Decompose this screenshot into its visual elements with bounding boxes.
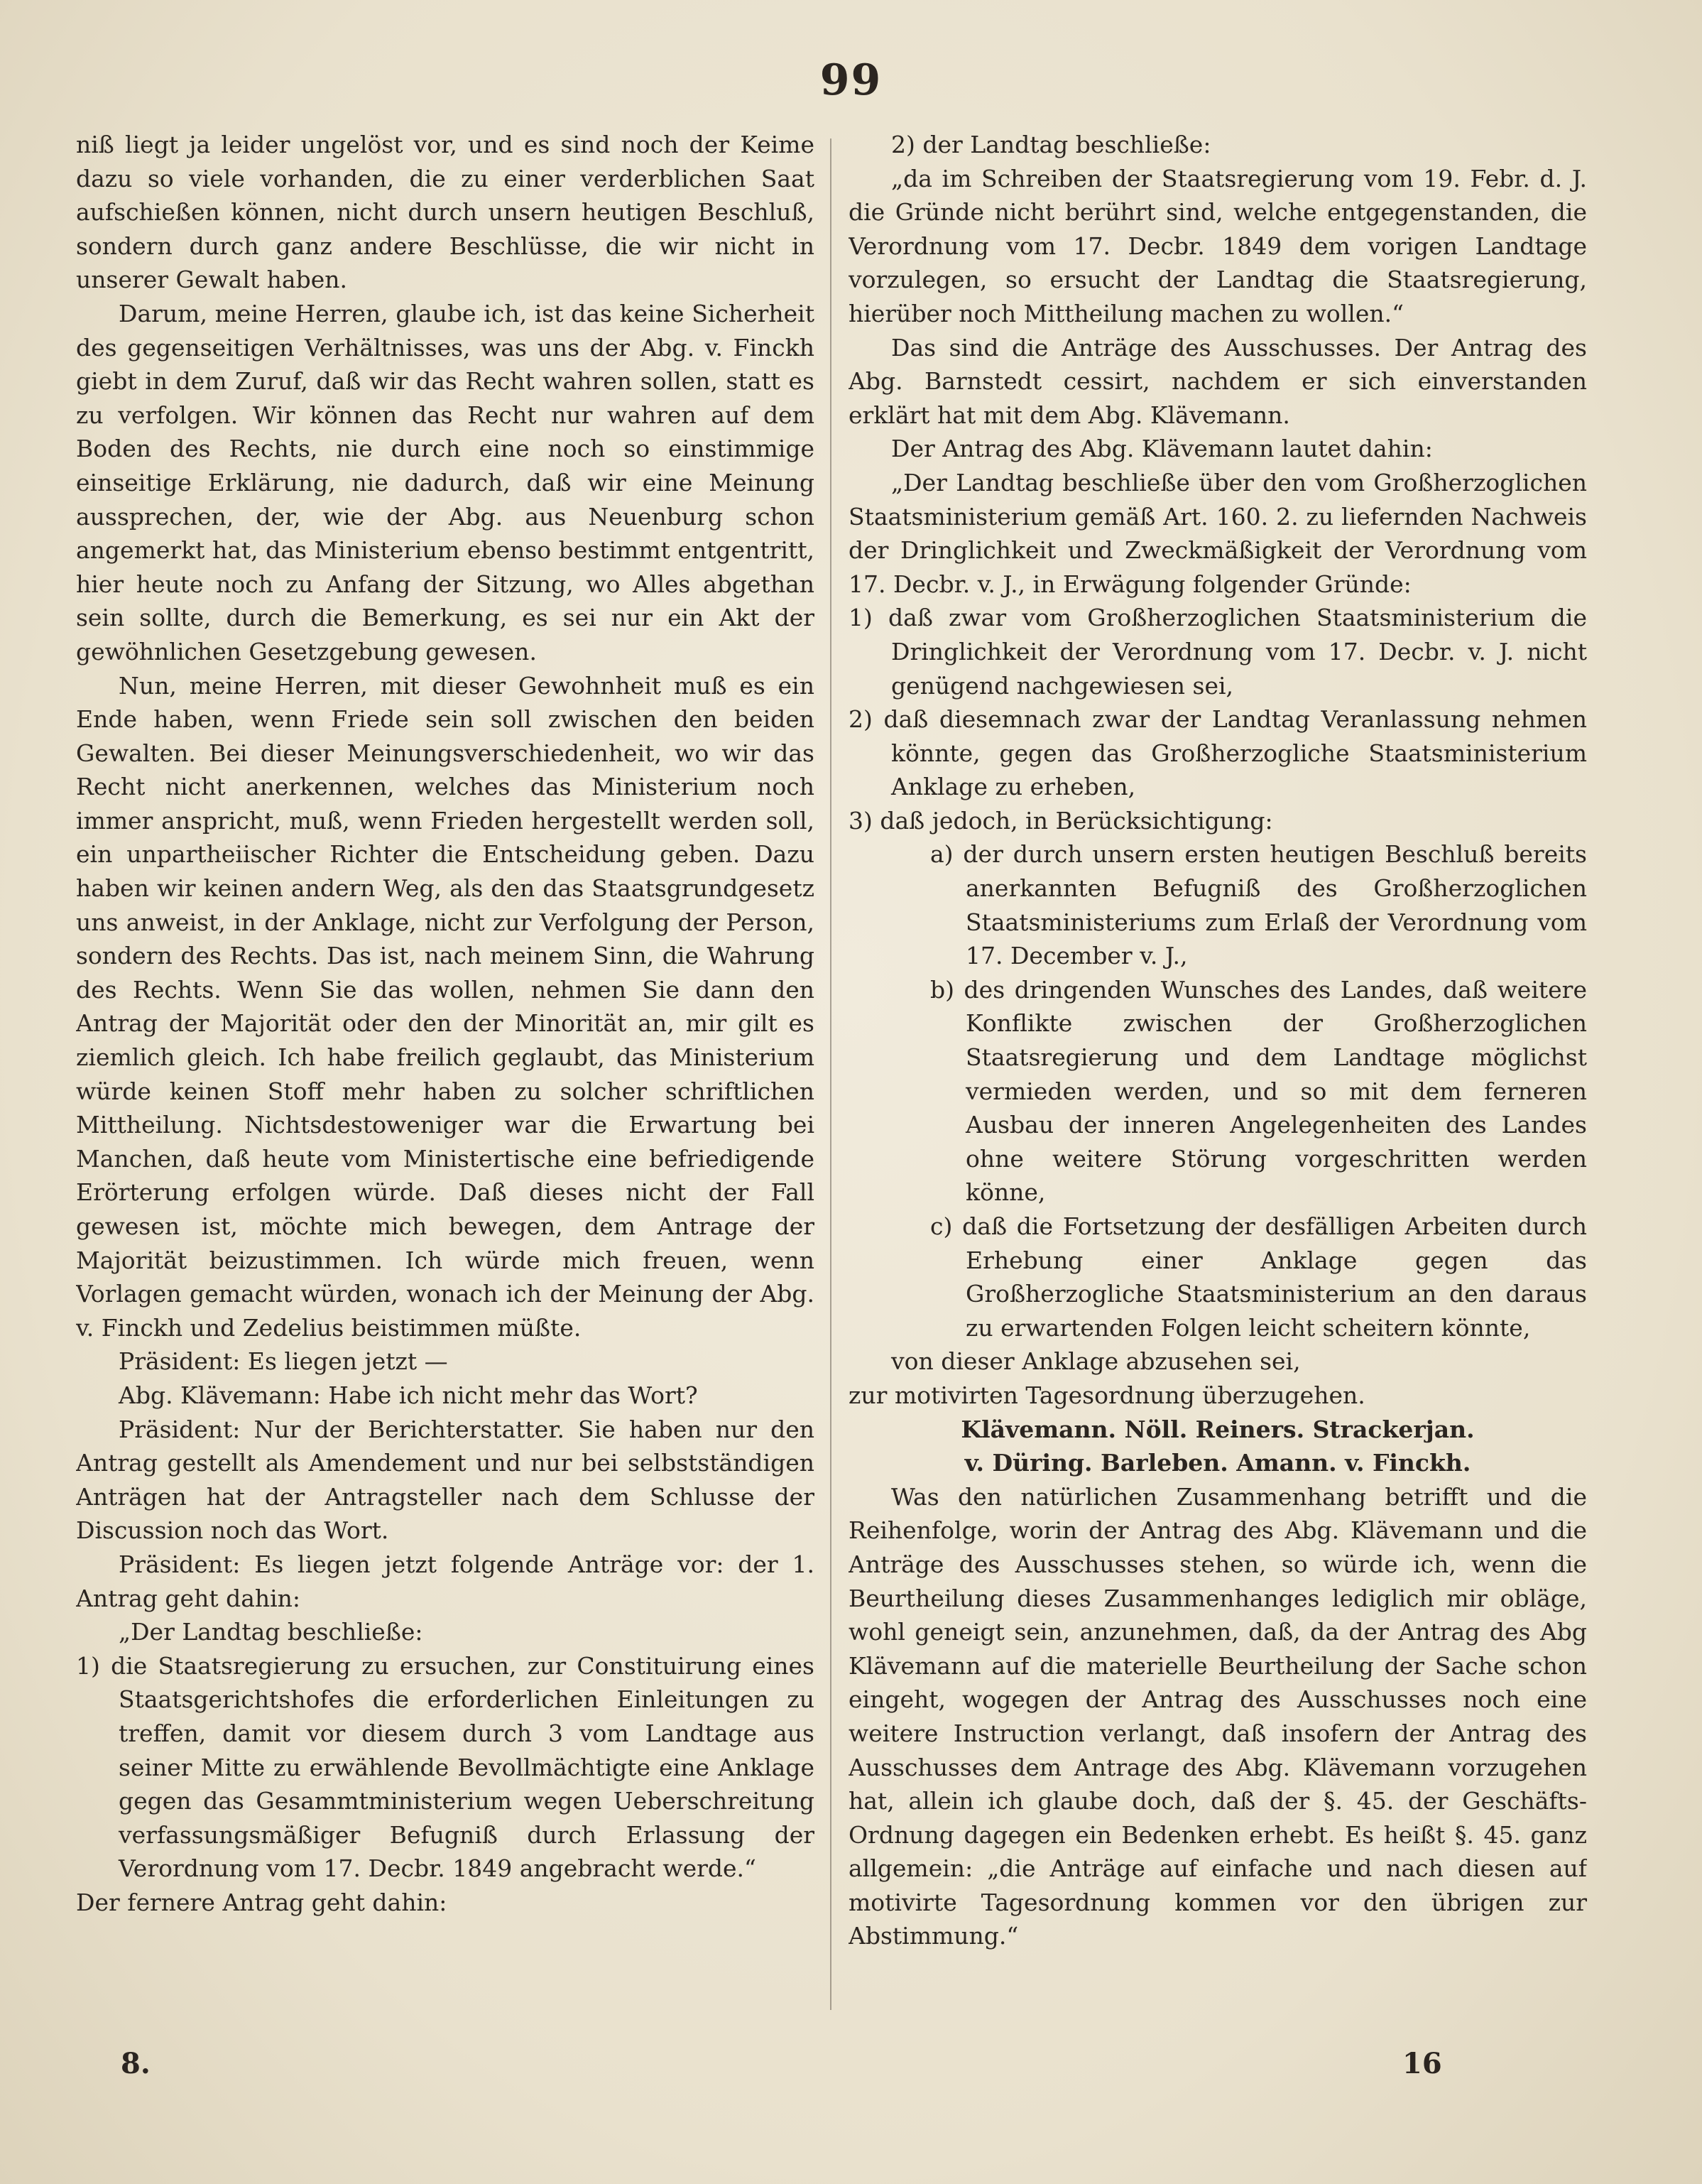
- right-text-column: [849, 128, 1587, 2003]
- text-paragraph: v. Düring. Barleben. Amann. v. Finckh.: [964, 1449, 1471, 1477]
- text-paragraph: Nun, meine Herren, mit dieser Gewohnheit muß es ein Ende haben, wenn Friede sein soll zwischen den beiden Gewalten. Bei dieser Meinungsverschiedenheit, wo wir das Recht nicht anerkennen, welches das Ministerium noch immer anspricht, muß, wenn Frieden hergestellt werden soll, ein unpartheiischer Richter die Entscheidung geben. Dazu haben wir keinen andern Weg, als den das Staatsgrundgesetz uns anweist, in der Anklage, nicht zur Verfolgung der Person, sondern des Rechts. Das ist, nach meinem Sinn, die Wahrung des Rechts. Wenn Sie das wollen, nehmen Sie dann den Antrag der Majorität oder den der Minorität an, mir gilt es ziemlich gleich. Ich habe freilich geglaubt, das Ministerium würde keinen Stoff mehr haben zu solcher schriftlichen Mittheilung. Nichtsdestoweniger war die Erwartung bei Manchen, daß heute vom Ministertische eine befriedigende Erörterung erfolgen würde. Daß dieses nicht der Fall gewesen ist, möchte mich bewegen, dem Antrage der Majorität beizustimmen. Ich würde mich freuen, wenn Vorlagen gemacht würden, wonach ich der Meinung der Abg. v. Finckh und Zedelius beistimmen müßte.: [76, 671, 814, 1342]
- text-paragraph: Der Antrag des Abg. Klävemann lautet dahin:: [891, 435, 1433, 463]
- text-paragraph: Präsident: Es liegen jetzt folgende Anträge vor: der 1. Antrag geht dahin:: [76, 1550, 814, 1612]
- text-paragraph: 1) die Staatsregierung zu ersuchen, zur Constituirung eines Staatsgerichtshofes die erforderlichen Einleitungen zu treffen, damit vor diesem durch 3 vom Landtage aus seiner Mitte zu erwählende Bevollmächtigte eine Anklage gegen das Gesammtministerium wegen Ueberschreitung verfassungsmäßiger Befugniß durch Erlassung der Verordnung vom 17. Decbr. 1849 angebracht werde.“: [76, 1651, 814, 1883]
- text-paragraph: „Der Landtag beschließe über den vom Großherzoglichen Staatsministerium gemäß Art. 160. 2. zu liefernden Nachweis der Dringlichkeit und Zweckmäßigkeit der Verordnung vom 17. Decbr. v. J., in Erwägung folgender Gründe:: [849, 468, 1587, 598]
- text-paragraph: Präsident: Nur der Berichterstatter. Sie haben nur den Antrag gestellt als Amendement und nur bei selbstständigen Anträgen hat der Antragsteller nach dem Schlusse der Discussion noch das Wort.: [76, 1415, 814, 1545]
- text-paragraph: 3) daß jedoch, in Berücksichtigung:: [849, 806, 1273, 835]
- text-paragraph: c) daß die Fortsetzung der desfälligen Arbeiten durch Erhebung einer Anklage gegen das Großherzogliche Staatsministerium an den daraus zu erwartenden Folgen leicht scheitern könnte,: [930, 1212, 1587, 1342]
- text-paragraph: Das sind die Anträge des Ausschusses. Der Antrag des Abg. Barnstedt cessirt, nachdem er sich einverstanden erklärt hat mit dem Abg. Klävemann.: [849, 333, 1587, 429]
- text-paragraph: Was den natürlichen Zusammenhang betrifft und die Reihenfolge, worin der Antrag des Abg. Klävemann und die Anträge des Ausschusses stehen, so würde ich, wenn die Beurtheilung dieses Zusammenhanges lediglich mir obläge, wohl geneigt sein, anzunehmen, daß, da der Antrag des Abg Klävemann auf die materielle Beurtheilung der Sache schon eingeht, wogegen der Antrag des Ausschusses noch eine weitere Instruction verlangt, daß insofern der Antrag des Ausschusses dem Antrage des Abg. Klävemann vorzugehen hat, allein ich glaube doch, daß der §. 45. der Geschäfts-Ordnung dagegen ein Bedenken erhebt. Es heißt §. 45. ganz allgemein: „die Anträge auf einfache und nach diesen auf motivirte Tagesordnung kommen vor den übrigen zur Abstimmung.“: [849, 1482, 1587, 1950]
- text-paragraph: b) des dringenden Wunsches des Landes, daß weitere Konflikte zwischen der Großherzoglichen Staatsregierung und dem Landtage möglichst vermieden werden, und so mit dem ferneren Ausbau der inneren Angelegenheiten des Landes ohne weitere Störung vorgeschritten werden könne,: [930, 975, 1587, 1207]
- text-paragraph: 1) daß zwar vom Großherzoglichen Staatsministerium die Dringlichkeit der Verordnung vom 17. Decbr. v. J. nicht genügend nachgewiesen sei,: [849, 604, 1587, 700]
- left-text-column: [76, 128, 814, 2003]
- text-paragraph: „da im Schreiben der Staatsregierung vom 19. Febr. d. J. die Gründe nicht berührt sind, welche entgegenstanden, die Verordnung vom 17. Decbr. 1849 dem vorigen Landtage vorzulegen, so ersucht der Landtag die Staatsregierung, hierüber noch Mittheilung machen zu wollen.“: [849, 164, 1587, 327]
- text-paragraph: Klävemann. Nöll. Reiners. Strackerjan.: [961, 1415, 1475, 1443]
- text-paragraph: Präsident: Es liegen jetzt —: [119, 1347, 448, 1376]
- text-paragraph: 2) daß diesemnach zwar der Landtag Veranlassung nehmen könnte, gegen das Großherzogliche Staatsministerium Anklage zu erheben,: [849, 705, 1587, 801]
- text-paragraph: „Der Landtag beschließe:: [119, 1618, 423, 1646]
- text-paragraph: von dieser Anklage abzusehen sei,: [891, 1347, 1301, 1376]
- text-paragraph: zur motivirten Tagesordnung überzugehen.: [849, 1381, 1365, 1409]
- text-paragraph: niß liegt ja leider ungelöst vor, und es sind noch der Keime dazu so viele vorhanden, die zu einer verderblichen Saat aufschießen können, nicht durch unsern heutigen Beschluß, sondern durch ganz andere Beschlüsse, die wir nicht in unserer Gewalt haben.: [76, 131, 814, 294]
- footer-signature-right: 16: [1402, 2047, 1442, 2080]
- column-divider: [830, 138, 831, 2010]
- text-paragraph: Der fernere Antrag geht dahin:: [76, 1888, 447, 1916]
- page-number: 99: [819, 55, 883, 105]
- text-paragraph: Darum, meine Herren, glaube ich, ist das keine Sicherheit des gegenseitigen Verhältnisses, was uns der Abg. v. Finckh giebt in dem Zuruf, daß wir das Recht wahren sollen, statt es zu verfolgen. Wir können das Recht nur wahren auf dem Boden des Rechts, nie durch eine noch so einstimmige einseitige Erklärung, nie dadurch, daß wir eine Meinung aussprechen, der, wie der Abg. aus Neuenburg schon angemerkt hat, das Ministerium ebenso bestimmt entgentritt, hier heute noch zu Anfang der Sitzung, wo Alles abgethan sein sollte, durch die Bemerkung, es sei nur ein Akt der gewöhnlichen Gesetzgebung gewesen.: [76, 299, 814, 665]
- text-paragraph: a) der durch unsern ersten heutigen Beschluß bereits anerkannten Befugniß des Großherzoglichen Staatsministeriums zum Erlaß der Verordnung vom 17. December v. J.,: [930, 840, 1587, 970]
- text-paragraph: Abg. Klävemann: Habe ich nicht mehr das Wort?: [119, 1381, 698, 1409]
- footer-signature-left: 8.: [121, 2047, 151, 2080]
- text-paragraph: 2) der Landtag beschließe:: [891, 131, 1211, 158]
